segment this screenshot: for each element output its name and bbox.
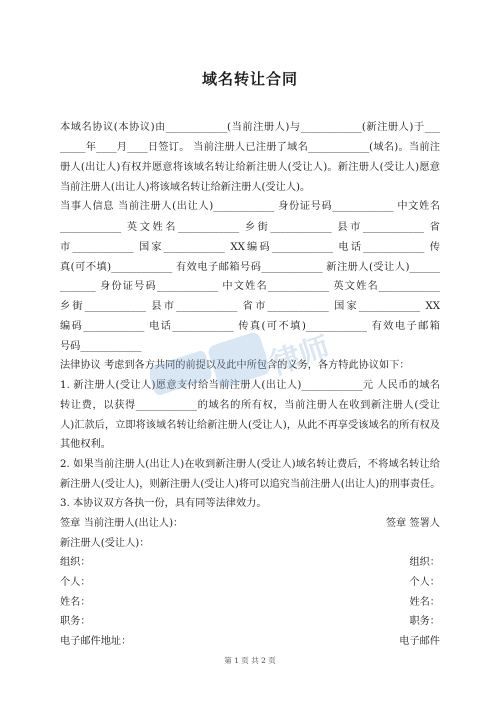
sign-row-right: 个人： [409,577,440,588]
paragraph1-line-4: 当前注册人(出让人)将该域名转让给新注册人(受让人)。 [60,182,311,193]
party-info-line-5: _______ 身份证号码____________ 中文姓名____________ 英文姓名____________ [60,281,440,292]
party-info-line-6: 乡街____________ 县市____________ 省市____________ 国家____________ XX [60,301,440,312]
clause1-line-3: 人)汇款后，立即将该域名转让给新注册人(受让人)，从此不再享受该域名的所有权及 [60,420,440,431]
sign-row-left: 个人： [60,577,91,588]
sign-left-title: 签章 当前注册人(出让人)： [60,518,184,529]
clause1-line-2: 转让费，以获得____________的域名的所有权，当前注册人在收到新注册人(受让 [60,400,440,411]
sign-row-organization [60,556,440,569]
sign-row-title [60,615,440,628]
sign-row-individual [60,576,440,589]
watermark-text: 律师 [266,330,335,383]
party-info-line-1: 当事人信息 当前注册人(出让人)____________ 身份证号码____________ 中文姓名 [60,201,440,212]
sign-row-name [60,596,440,609]
document-title: 域名转让合同 [201,70,298,88]
sign-right-title: 签章 签署人 [385,518,440,529]
clause2-line-1: 2. 如果当前注册人(出让人)在收到新注册人(受让人)域名转让费后，不将域名转让给 [60,459,440,470]
sign-row-right: 组织： [409,557,440,568]
sign-row-left: 姓名： [60,597,91,608]
sign-row-left: 组织： [60,557,91,568]
party-info-line-8: 号码____________ [60,341,142,352]
paragraph1-line-1: 本域名协议(本协议)由____________(当前注册人)与____________(新注册人)于___ [60,122,440,133]
sign-new-party [60,537,440,550]
sign-row-right: 职务： [409,616,440,627]
sign-row-right: 电子邮件 [399,636,440,647]
paragraph1-line-3: 册人(出让人)有权并愿意将该域名转让给新注册人(受让人)。新注册人(受让人)愿意 [60,162,440,173]
party-info-line-2: ____________ 英文姓名____________ 乡街____________ 县市____________ 省 [60,222,440,233]
clause1-line-1: 1. 新注册人(受让人)愿意支付给当前注册人(出让人)____________元 人民币的域名 [60,380,440,391]
clause3: 3. 本协议双方各执一份，具有同等法律效力。 [60,498,267,509]
paragraph1-line-2: _____年____月____日签订。 当前注册人已注册了域名____________(域名)。当前注 [60,142,440,153]
sign-row-right: 姓名： [409,597,440,608]
party-info-line-4: 真(可不填)____________ 有效电子邮箱号码____________ 新注册人(受让人)______ [60,262,440,273]
clause1-line-4: 其他权利。 [60,439,111,450]
sign-title-row [60,517,440,530]
sign-row-left: 职务： [60,616,91,627]
sign-new-party-label: 新注册人(受让人)： [60,538,150,549]
law-intro: 法律协议 考虑到各方共同的前提以及此中所包含的义务，各方特此协议如下： [60,360,410,371]
party-info-line-3: 市____________ 国家____________ XX编码____________ 电话____________ 传 [60,242,440,253]
page-footer: 第 1 页 共 2 页 [224,656,276,665]
sign-row-left: 电子邮件地址： [60,636,132,647]
clause2-line-2: 新注册人(受让人)，则新注册人(受让人)将可以追究当前注册人(出让人)的刑事责任。 [60,479,441,490]
sign-row-email [60,635,440,648]
party-info-line-7: 编码____________ 电话____________ 传真(可不填)____________ 有效电子邮箱 [60,321,440,332]
